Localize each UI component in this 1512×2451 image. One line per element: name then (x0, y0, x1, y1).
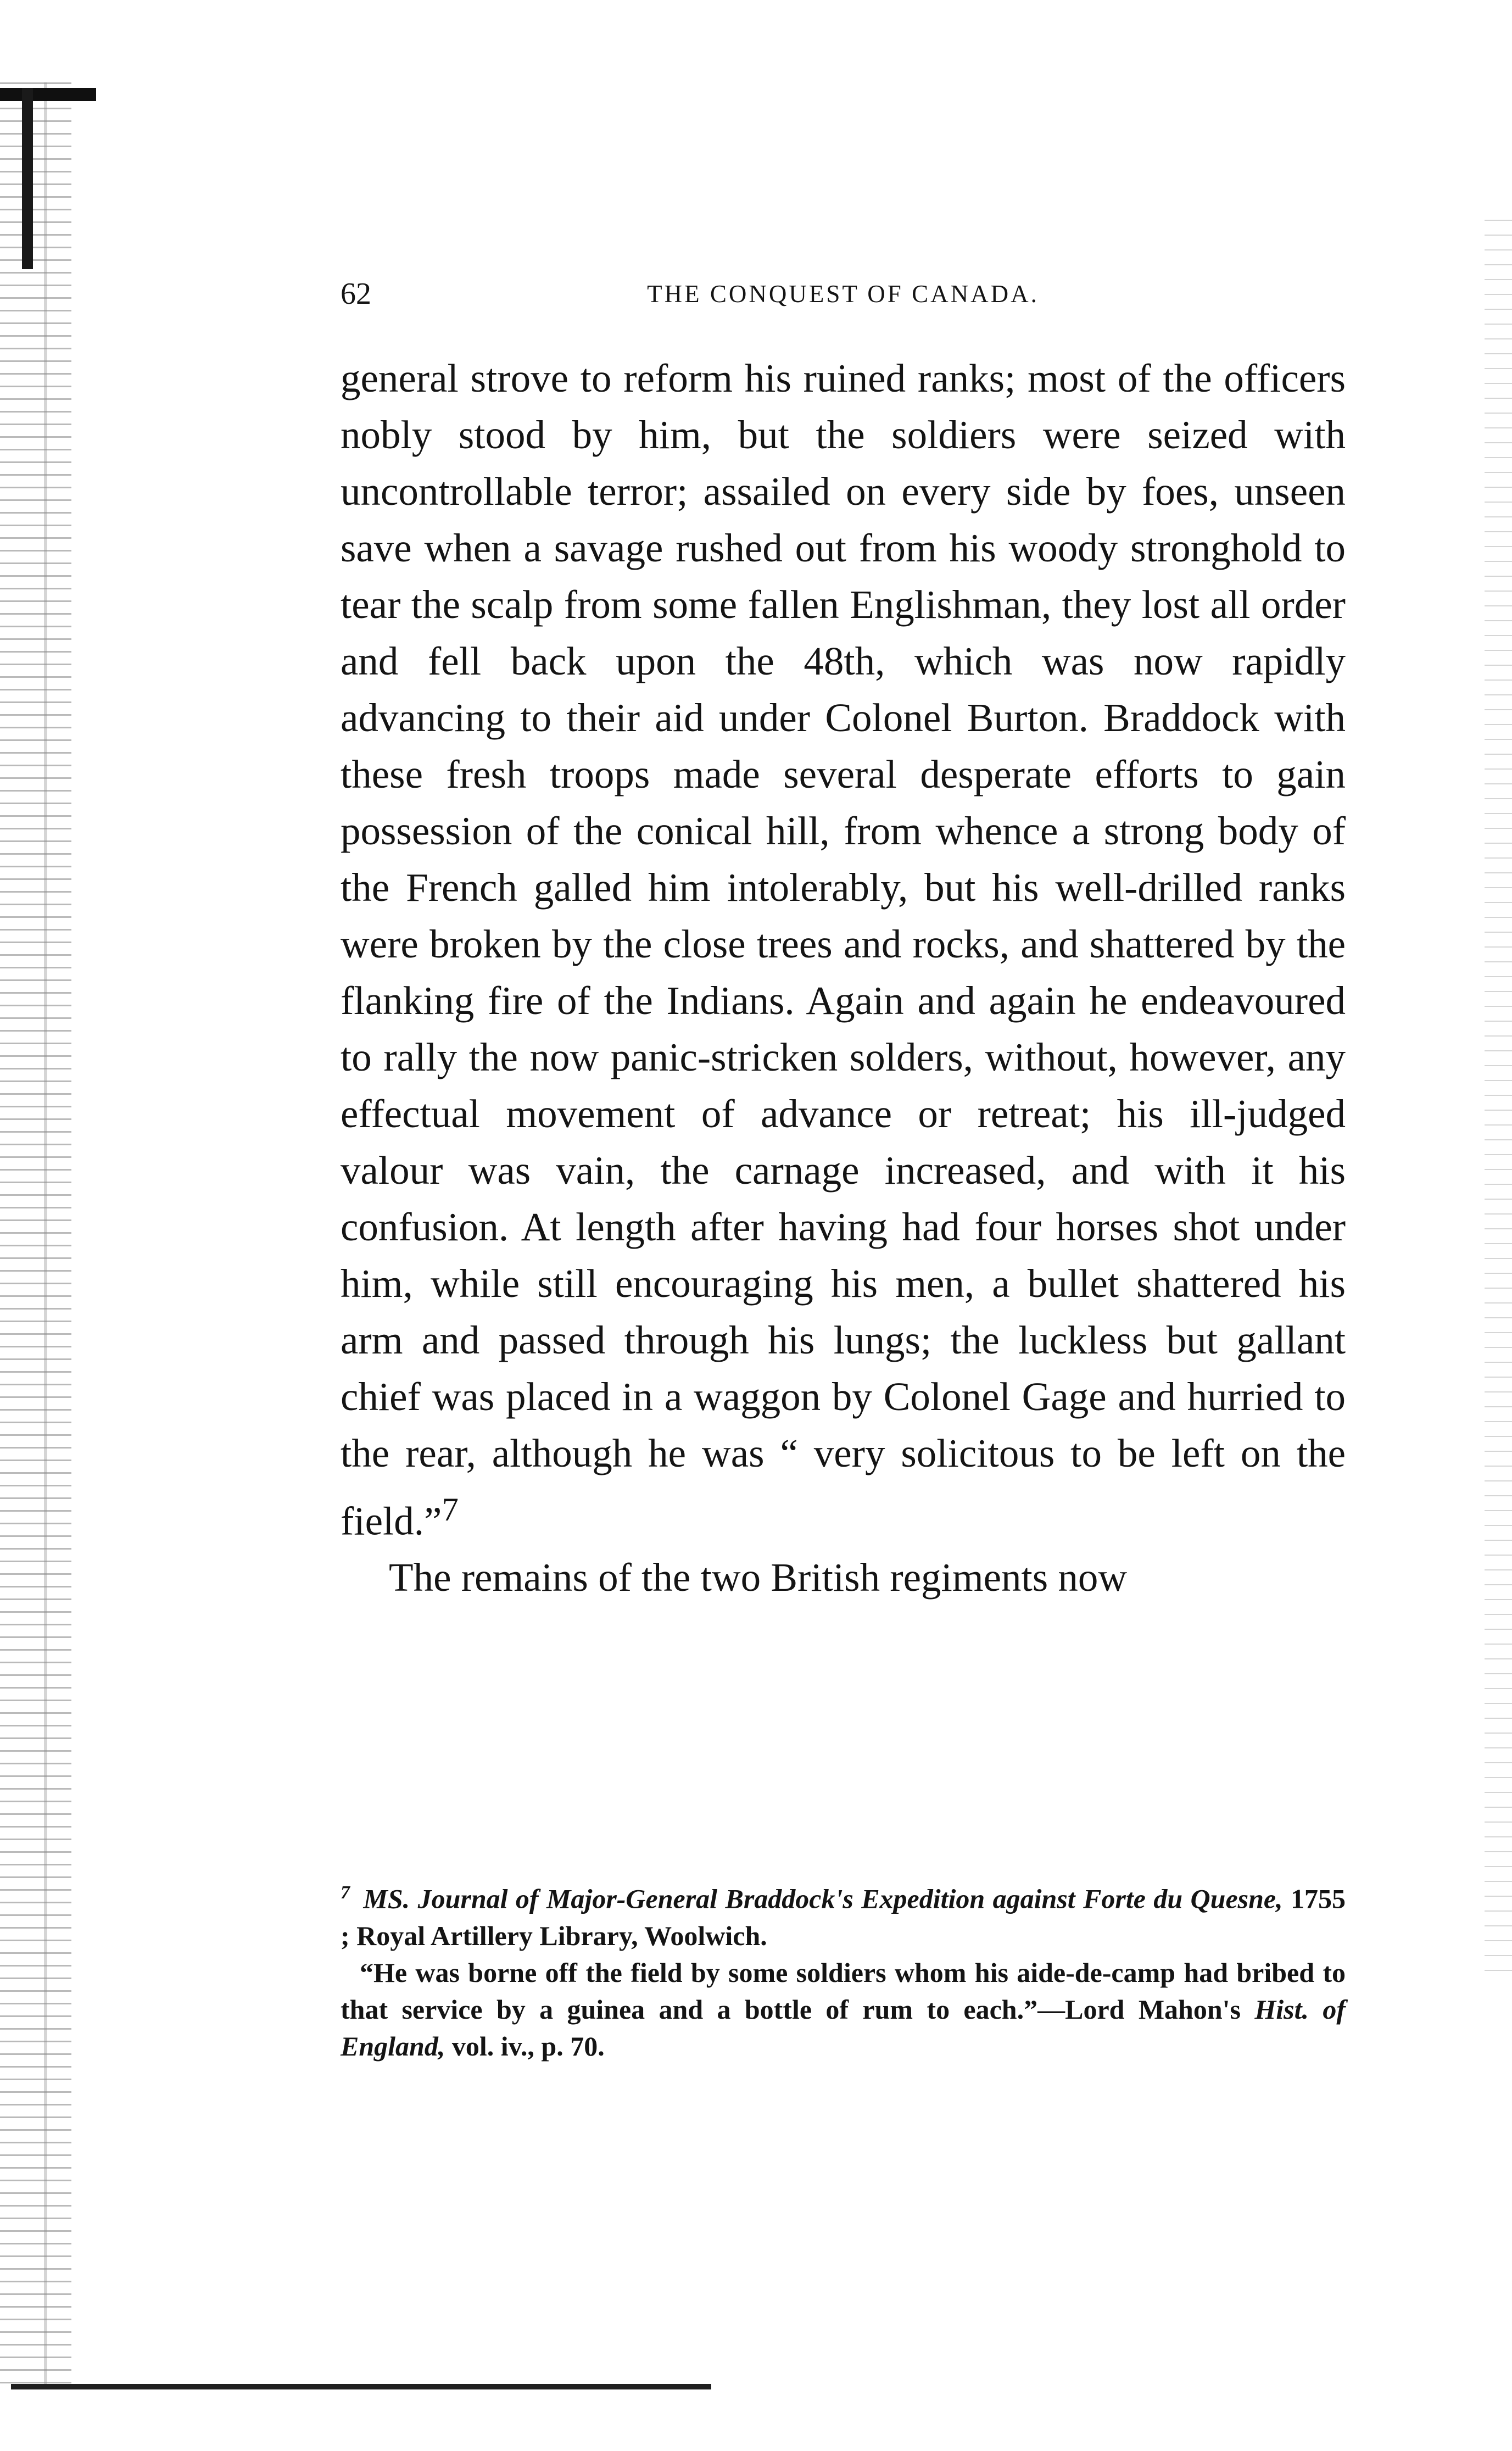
footnote-hist-abbrev: Hist. of (1254, 1993, 1346, 2025)
footnote-source (341, 1874, 1346, 1954)
scan-right-edge (1485, 220, 1512, 1977)
paragraph-2 (341, 1549, 1346, 1606)
page-number: 62 (341, 277, 371, 311)
paragraph-2-text: The remains of the two British regiments now (389, 1555, 1128, 1600)
paragraph-1 (341, 350, 1346, 1549)
running-head (341, 272, 1346, 316)
running-title: THE CONQUEST OF CANADA. (647, 280, 1039, 308)
footnote-source-title: MS. Journal of Major-General Braddock's Expedition against Forte du Quesne, (363, 1883, 1283, 1914)
footnote-source-details: 1755 ; Royal Artillery Library, Woolwich. (341, 1883, 1346, 1951)
footnote-hist-country: England, (341, 2030, 445, 2062)
paragraph-1-text: general strove to reform his ruined ranks; most of the officers nobly stood by him, but the soldiers were seized with uncontrollable terror; assailed on every side by foes, unseen save when a savage rushed out from his woody stronghold to tear the scalp from some fallen Englishman, they lost all order and fell back upon the 48th, which was now rapidly advancing to their aid under Colonel Burton. Braddock with these fresh troops made several desperate efforts to gain possession of the conical hill, from whence a strong body of the French galled him intolerably, but his well-drilled ranks were broken by the close trees and rocks, and shattered by the flanking fire of the Indians. Again and again he endeavoured to rally the now panic-stricken solders, without, however, any effectual movement of advance or retreat; his ill-judged valour was vain, the carnage increased, and with it his confusion. At length after having had four horses shot under him, while still encouraging his men, a bullet shattered his arm and passed through his lungs; the luckless but gallant chief was placed in a waggon by Colonel Gage and hurried to the rear, although he was “ very solicitous to be left on the field.” (341, 356, 1346, 1544)
footnotes (341, 1874, 1346, 2065)
scan-corner-mark (0, 88, 96, 101)
footnote-hist-ref: vol. iv., p. 70. (451, 2030, 605, 2062)
body-text (341, 350, 1346, 1606)
footnote-quote-text: “He was borne off the field by some soldiers whom his aide-de-camp had bribed to that service by a guinea and a bottle of rum to each.”—Lord Mahon's (341, 1957, 1346, 2025)
footnote-reference: 7 (442, 1491, 459, 1528)
footnote-number: 7 (341, 1882, 350, 1903)
footnote-quote (341, 1954, 1346, 2065)
page-binding-edge (0, 82, 71, 2389)
bottom-edge-rule (11, 2384, 711, 2389)
scan-corner-mark-vertical (22, 88, 33, 269)
